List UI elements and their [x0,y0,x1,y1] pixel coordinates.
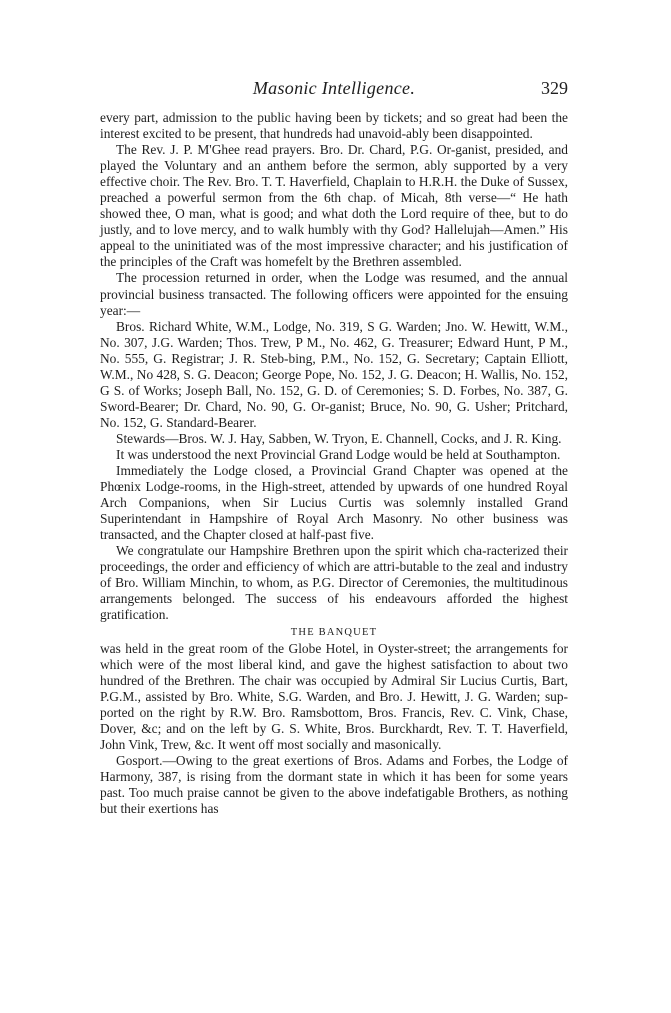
page-number: 329 [541,78,568,98]
paragraph: Bros. Richard White, W.M., Lodge, No. 319, S G. Warden; Jno. W. Hewitt, W.M., No. 307, J.G. Warden; Thos. Trew, P M., No. 462, G. Treasurer; Edward Hunt, P M., No. 555, G. Registrar; J. R. Steb-bing, P.M., No. 152, G. Secretary; Captain Elliott, W.M., No 428, S. G. Deacon; George Pope, No. 152, J. G. Deacon; H. Wallis, No. 152, G S. of Works; Joseph Ball, No. 152, G. D. of Ceremonies; S. D. Forbes, No. 387, G. Sword-Bearer; Dr. Chard, No. 90, G. Or-ganist; Bruce, No. 90, G. Usher; Pritchard, No. 152, G. Standard-Bearer. [100,318,568,430]
paragraph: Immediately the Lodge closed, a Provincial Grand Chapter was opened at the Phœnix Lodge-rooms, in the High-street, attended by upwards of one hundred Royal Arch Companions, when Sir Lucius Curtis was solemnly installed Grand Superintendant in Hampshire of Royal Arch Masonry. No other business was transacted, and the Chapter closed at half-past five. [100,463,568,543]
paragraph: We congratulate our Hampshire Brethren upon the spirit which cha-racterized their proceedings, the order and efficiency of which are attri-butable to the zeal and industry of Bro. William Minchin, to whom, as P.G. Director of Ceremonies, the multitudinous arrangements belonged. The success of his endeavours afforded the highest gratification. [100,543,568,623]
paragraph: Stewards—Bros. W. J. Hay, Sabben, W. Tryon, E. Channell, Cocks, and J. R. King. [116,430,562,446]
paragraph: was held in the great room of the Globe Hotel, in Oyster-street; the arrangements for which were of the most liberal kind, and gave the highest satisfaction to about two hundred of the Brethren. The chair was occupied by Admiral Sir Lucius Curtis, Bart, P.G.M., assisted by Bro. White, S.G. Warden, and Bro. J. Hewitt, J. G. Warden; sup-ported on the right by R.W. Bro. Ramsbottom, Bros. Francis, Rev. C. Vink, Chase, Dover, &c; and on the left by G. S. White, Bros. Burckhardt, Rev. T. T. Haverfield, John Vink, Trew, &c. It went off most socially and masonically. [100,640,568,752]
running-title: Masonic Intelligence. [252,78,416,98]
section-subheading: THE BANQUET [290,626,378,638]
paragraph: every part, admission to the public having been by tickets; and so great had been the interest excited to be present, that hundreds had unavoid-ably been disappointed. [100,110,568,142]
article-body [100,110,568,817]
paragraph: Gosport.—Owing to the great exertions of Bros. Adams and Forbes, the Lodge of Harmony, 387, is rising from the dormant state in which it has been for some years past. Too much praise cannot be given to the above indefatigable Brothers, as nothing but their exertions has [100,752,568,816]
paragraph: The Rev. J. P. M'Ghee read prayers. Bro. Dr. Chard, P.G. Or-ganist, presided, and played the Voluntary and an anthem before the sermon, ably supported by a very effective choir. The Rev. Bro. T. T. Haverfield, Chaplain to H.R.H. the Duke of Sussex, preached a powerful sermon from the 6th chap. of Micah, 8th verse—“ He hath showed thee, O man, what is good; and what doth the Lord require of thee, but to do justly, and to love mercy, and to walk humbly with thy God? Hallelujah—Amen.” His appeal to the uninitiated was of the most impressive character; and his justification of the principles of the Craft was homefelt by the Brethren assembled. [100,142,568,270]
paragraph: The procession returned in order, when the Lodge was resumed, and the annual provincial business transacted. The following officers were appointed for the ensuing year:— [100,270,568,318]
page-header [100,78,568,100]
paragraph: It was understood the next Provincial Grand Lodge would be held at Southampton. [116,446,561,462]
